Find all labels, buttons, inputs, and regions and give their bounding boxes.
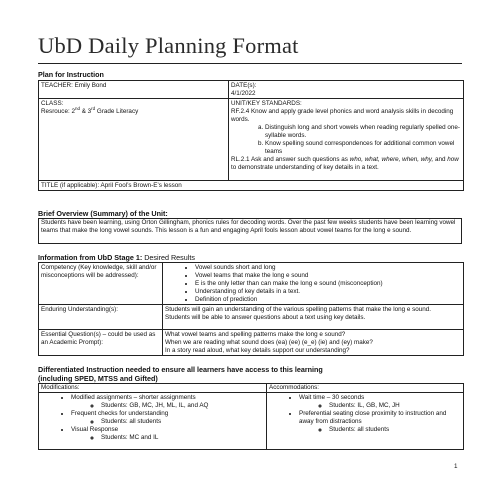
list-item [71, 426, 264, 442]
list-item-text: Modified assignments – shorter assignments [71, 393, 196, 401]
diff-heading-1: Differentiated Instruction needed to ensure all learners have access to this learning [38, 365, 323, 374]
enduring-row [39, 305, 464, 330]
competency-cell [163, 263, 464, 305]
sub-list [71, 434, 264, 442]
list-item: b. Know spelling sound correspondences for additional common vowel teams [265, 140, 461, 156]
competency-list [165, 264, 461, 304]
list-item [71, 394, 264, 410]
class-value-part: & 3 [79, 107, 92, 115]
teacher-row [39, 81, 464, 99]
sub-list-item: ◦ Students: IL, GB, MC, JH [329, 402, 461, 410]
plan-heading: Plan for Instruction [38, 70, 104, 79]
accommodations-list [269, 394, 461, 434]
class-value-sup: rd [91, 105, 96, 111]
class-value-part: Resrouce: 2 [41, 107, 75, 115]
list-item: • Definition of prediction [195, 296, 461, 304]
standard-rf24: RF.2.4 Know and apply grade level phonics and word analysis skills in decoding words. [231, 107, 454, 123]
accommodations-cell [267, 393, 464, 450]
list-item-text: Preferential seating close proximity to instruction and away from distractions [299, 409, 447, 425]
list-item-text: Frequent checks for understanding [71, 409, 169, 417]
list-item: • Vowel sounds short and long [195, 264, 461, 272]
class-cell [39, 99, 229, 181]
competency-label: Competency (Key knowledge, skill and/or misconceptions will be addressed): [39, 263, 163, 305]
sub-list-item: ◦ Students: GB, MC, JH, ML, IL, and AQ [101, 402, 264, 410]
enduring-cell [163, 305, 464, 330]
stage1-table [38, 262, 464, 356]
sub-list [71, 418, 264, 426]
diff-content-row [39, 393, 464, 450]
standard-text: and [433, 155, 448, 163]
stage1-heading-normal: Desired Results [142, 253, 195, 262]
lesson-title-cell: TITLE (if applicable): April Fool’s Brown-E’s lesson [39, 181, 464, 191]
title-row [39, 181, 464, 191]
page-number: 1 [454, 463, 458, 470]
modifications-list [41, 394, 264, 442]
stage1-heading [38, 253, 195, 262]
sub-list [299, 426, 461, 434]
essential-question: In a story read aloud, what key details support our understanding? [165, 346, 350, 354]
sub-list [71, 402, 264, 410]
standard-rl21 [231, 156, 461, 172]
date-label: DATE(s): [231, 81, 257, 89]
standard-text: to demonstrate understanding of key details in a text. [231, 163, 379, 171]
teacher-cell: TEACHER: Emily Bond [39, 81, 229, 99]
date-value: 4/1/2022 [231, 89, 256, 97]
competency-row [39, 263, 464, 305]
list-item [299, 410, 461, 434]
diff-header-row [39, 384, 464, 393]
list-item: • Understanding of key details in a text. [195, 288, 461, 296]
list-item: • Vowel teams that make the long e sound [195, 272, 461, 280]
stage1-heading-bold: Information from UbD Stage 1: [38, 253, 143, 262]
date-cell [229, 81, 464, 99]
enduring-text: Students will be able to answer questions about a text using key details. [165, 313, 366, 321]
essential-cell [163, 330, 464, 356]
enduring-text: Students will gain an understanding of the various spelling patterns that make the long e sound. [165, 305, 432, 313]
standards-cell [229, 99, 464, 181]
sub-list-item: ◦ Students: all students [329, 426, 461, 434]
class-label: CLASS: [41, 99, 64, 107]
sub-list-item: ◦ Students: MC and IL [101, 434, 264, 442]
list-item [71, 410, 264, 426]
title-underline [38, 63, 462, 64]
enduring-label: Enduring Understanding(s): [39, 305, 163, 330]
sub-list-item: ◦ Students: all students [101, 418, 264, 426]
essential-label: Essential Question(s) – could be used as an Academic Prompt): [39, 330, 163, 356]
class-value-sup: nd [74, 105, 80, 111]
standards-label: UNIT/KEY STANDARDS: [231, 99, 302, 107]
list-item [299, 394, 461, 410]
plan-table [38, 80, 464, 191]
diff-heading-2: (including SPED, MTSS and Gifted) [38, 374, 158, 383]
modifications-label: Modifications: [39, 384, 267, 393]
standard-italic: how [447, 155, 459, 163]
essential-question: What vowel teams and spelling patterns make the long e sound? [165, 330, 346, 338]
overview-heading: Brief Overview (Summary) of the Unit: [38, 209, 168, 218]
differentiation-table [38, 383, 464, 450]
accommodations-label: Accommodations: [267, 384, 464, 393]
list-item: a. Distinguish long and short vowels when reading regularly spelled one-syllable words. [265, 124, 461, 140]
essential-question: When we are reading what sound does (ea) (ee) (e_e) (ie) and (ey) make? [165, 338, 373, 346]
overview-text: Students have been learning, using Orton Gillingham, phonics rules for decoding words. Over the past few weeks students have been learning vowel teams that make the long vowel sounds. This lesson is a fun and engaging April fools lesson about vowel teams for the long e sound. [38, 218, 462, 244]
standard-text: RL.2.1 Ask and answer such questions as [231, 155, 350, 163]
standard-italic: who, what, where, when, why, [349, 155, 434, 163]
document-title: UbD Daily Planning Format [38, 33, 299, 58]
essential-row [39, 330, 464, 356]
list-item: • E is the only letter than can make the long e sound (misconception) [195, 280, 461, 288]
class-row [39, 99, 464, 181]
list-item-text: Visual Response [71, 425, 119, 433]
class-value [41, 105, 226, 116]
class-value-part: Grade Literacy [95, 107, 139, 115]
standard-rf24-list [231, 124, 461, 156]
sub-list [299, 402, 461, 410]
modifications-cell [39, 393, 267, 450]
list-item-text: Wait time – 30 seconds [299, 393, 365, 401]
